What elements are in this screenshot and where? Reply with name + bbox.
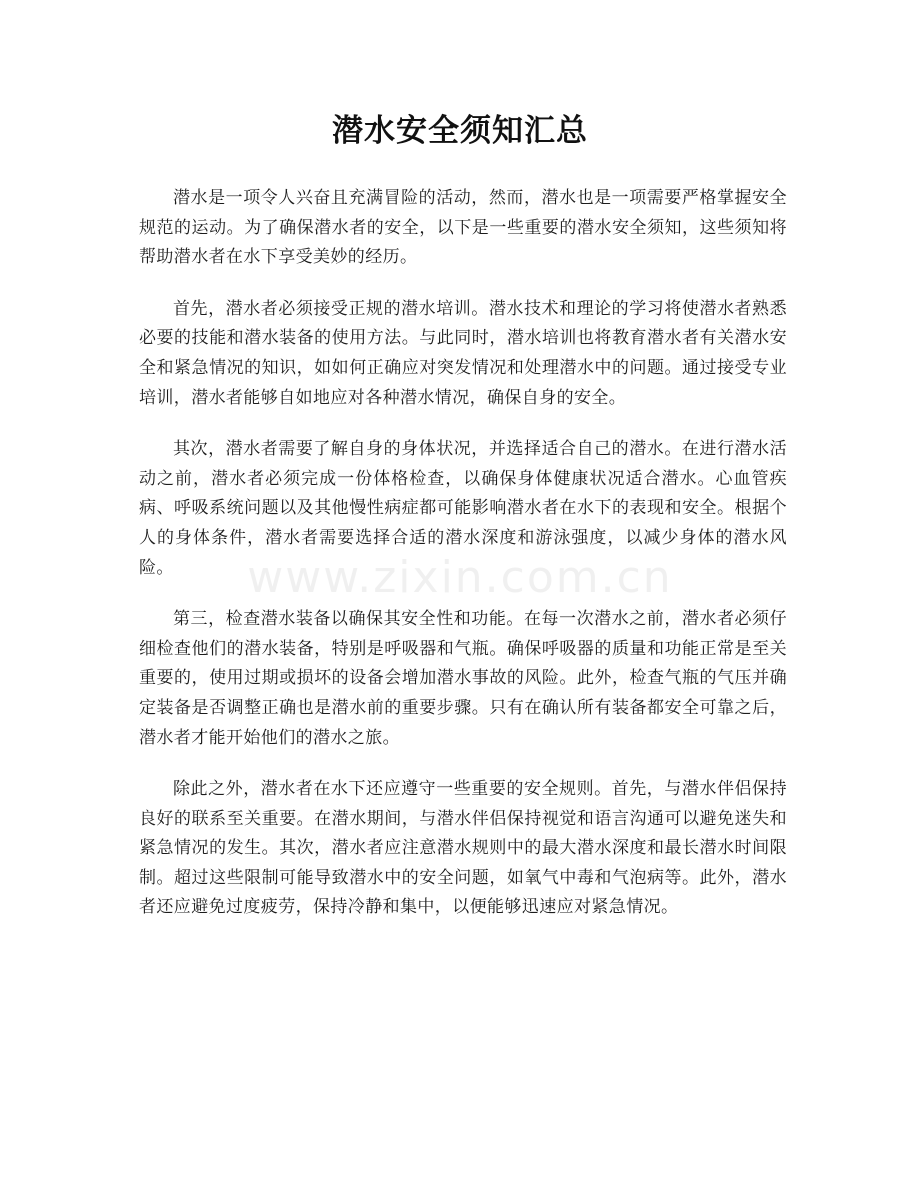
paragraph-rules: 除此之外，潜水者在水下还应遵守一些重要的安全规则。首先，与潜水伴侣保持良好的联系至关重要。在潜水期间，与潜水伴侣保持视觉和语言沟通可以避免迷失和紧急情况的发生。其次，潜水者应注意潜水规则中的最大潜水深度和最长潜水时间限制。超过这些限制可能导致潜水中的安全问题，如氧气中毒和气泡病等。此外，潜水者还应避免过度疲劳，保持冷静和集中，以便能够迅速应对紧急情况。 xyxy=(139,779,787,918)
watermark: www.zixin.com.cn xyxy=(247,552,673,603)
document-title: 潜水安全须知汇总 xyxy=(332,113,588,149)
document-body xyxy=(139,184,787,945)
paragraph-intro: 潜水是一项令人兴奋且充满冒险的活动，然而，潜水也是一项需要严格掌握安全规范的运动。为了确保潜水者的安全，以下是一些重要的潜水安全须知，这些须知将帮助潜水者在水下享受美妙的经历。 xyxy=(139,188,787,268)
paragraph-training: 首先，潜水者必须接受正规的潜水培训。潜水技术和理论的学习将使潜水者熟悉必要的技能和潜水装备的使用方法。与此同时，潜水培训也将教育潜水者有关潜水安全和紧急情况的知识，如如何正确应对突发情况和处理潜水中的问题。通过接受专业培训，潜水者能够自如地应对各种潜水情况，确保自身的安全。 xyxy=(139,298,787,408)
paragraph-health: 其次，潜水者需要了解自身的身体状况，并选择适合自己的潜水。在进行潜水活动之前，潜水者必须完成一份体格检查，以确保身体健康状况适合潜水。心血管疾病、呼吸系统问题以及其他慢性病症都可能影响潜水者在水下的表现和安全。根据个人的身体条件，潜水者需要选择合适的潜水深度和游泳强度，以减少身体的潜水风险。 xyxy=(139,439,787,578)
paragraph-equipment: 第三，检查潜水装备以确保其安全性和功能。在每一次潜水之前，潜水者必须仔细检查他们的潜水装备，特别是呼吸器和气瓶。确保呼吸器的质量和功能正常是至关重要的，使用过期或损坏的设备会增加潜水事故的风险。此外，检查气瓶的气压并确定装备是否调整正确也是潜水前的重要步骤。只有在确认所有装备都安全可靠之后，潜水者才能开始他们的潜水之旅。 xyxy=(139,609,787,748)
